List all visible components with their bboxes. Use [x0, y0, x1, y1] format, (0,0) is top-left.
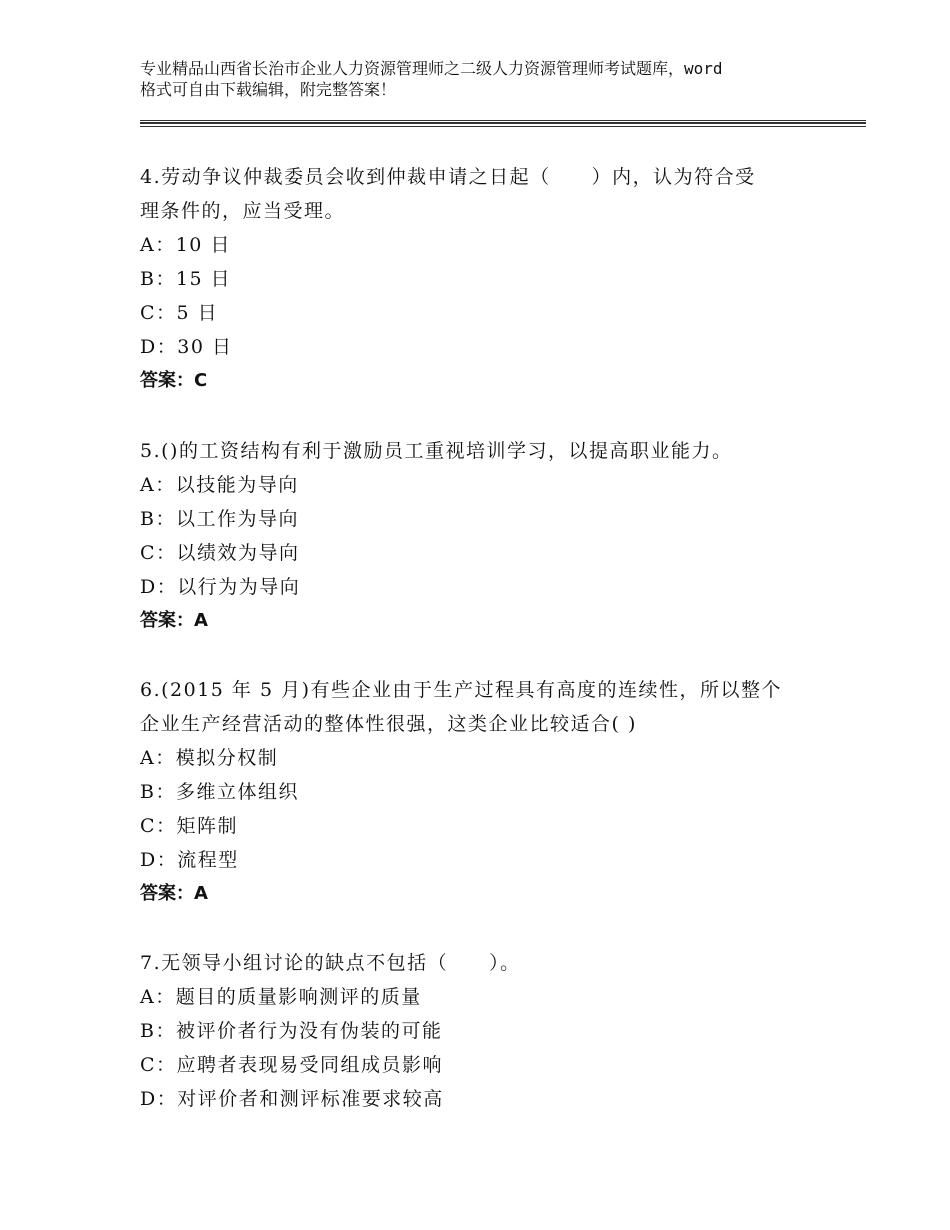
- question-7: [140, 946, 820, 1116]
- question-4: [140, 160, 820, 398]
- option-c: C：矩阵制: [140, 815, 239, 837]
- option-c: C：以绩效为导向: [140, 542, 300, 564]
- option-b: B：以工作为导向: [140, 508, 299, 530]
- option-d: D：流程型: [140, 849, 239, 871]
- option-b: B：被评价者行为没有伪装的可能: [140, 1020, 443, 1042]
- question-5: [140, 434, 820, 638]
- answer-label: 答案：A: [140, 883, 208, 904]
- option-a: A：模拟分权制: [140, 747, 279, 769]
- answer-label: 答案：C: [140, 370, 208, 391]
- header-line-2: 格式可自由下载编辑，附完整答案！: [140, 80, 397, 99]
- option-a: A：以技能为导向: [140, 474, 299, 496]
- header-divider-top: [140, 120, 866, 121]
- question-stem-line: 6.(2015 年 5 月)有些企业由于生产过程具有高度的连续性，所以整个: [140, 679, 783, 701]
- option-d: D：以行为为导向: [140, 576, 301, 598]
- option-a: A：题目的质量影响测评的质量: [140, 986, 422, 1008]
- header-divider-bottom: [140, 126, 866, 127]
- answer-label: 答案：A: [140, 610, 208, 631]
- option-c: C：5 日: [140, 302, 219, 324]
- question-stem-line: 4.劳动争议仲裁委员会收到仲裁申请之日起（ ）内，认为符合受: [140, 166, 756, 188]
- option-d: D：30 日: [140, 336, 233, 358]
- option-b: B：多维立体组织: [140, 781, 299, 803]
- option-b: B：15 日: [140, 268, 232, 290]
- question-stem-line: 理条件的，应当受理。: [140, 200, 346, 222]
- question-stem-line: 7.无领导小组讨论的缺点不包括（ ）。: [140, 952, 521, 974]
- option-a: A：10 日: [140, 234, 231, 256]
- option-d: D：对评价者和测评标准要求较高: [140, 1088, 444, 1110]
- option-c: C：应聘者表现易受同组成员影响: [140, 1054, 444, 1076]
- question-6: [140, 673, 820, 911]
- document-header: [140, 58, 840, 100]
- header-line-1: 专业精品山西省长治市企业人力资源管理师之二级人力资源管理师考试题库，word: [140, 59, 723, 78]
- question-stem-line: 5.()的工资结构有利于激励员工重视培训学习，以提高职业能力。: [140, 440, 733, 462]
- question-stem-line: 企业生产经营活动的整体性很强，这类企业比较适合( ): [140, 713, 637, 735]
- header-divider-middle: [140, 122, 866, 124]
